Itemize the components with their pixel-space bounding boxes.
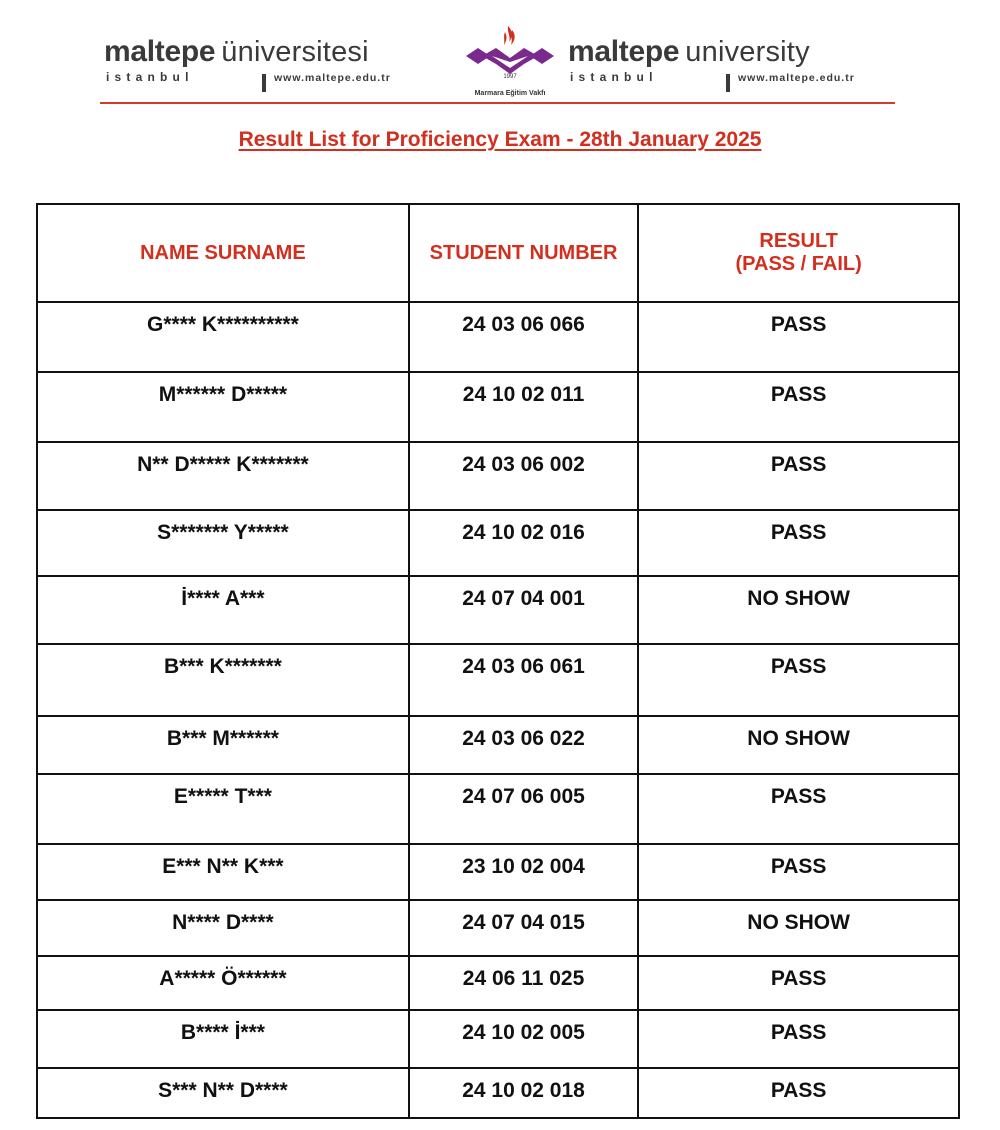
cell-name [37,1010,409,1068]
cell-student-number-text: 24 07 04 001 [462,587,585,610]
table-row [37,372,959,442]
brand-suffix: üniversitesi [221,36,369,68]
table-row [37,716,959,774]
cell-name-text: N** D***** K******* [137,453,309,476]
table-row [37,1010,959,1068]
brand-url: www.maltepe.edu.tr [274,72,391,84]
cell-student-number [409,1068,638,1118]
cell-name-text: S*** N** D**** [158,1079,288,1102]
table-row [37,302,959,372]
cell-name [37,644,409,716]
cell-result [638,900,959,956]
cell-name-text: B**** İ*** [180,1021,265,1044]
table-body [37,302,959,1118]
cell-name [37,372,409,442]
cell-result-text: PASS [770,655,827,678]
cell-result [638,576,959,644]
table-row [37,644,959,716]
cell-student-number-text: 23 10 02 004 [462,855,585,878]
cell-student-number [409,956,638,1010]
cell-student-number-text: 24 03 06 066 [462,313,585,336]
cell-student-number [409,576,638,644]
cell-result [638,644,959,716]
brand-url: www.maltepe.edu.tr [738,72,855,84]
cell-result [638,302,959,372]
university-logo [462,22,558,102]
cell-name [37,576,409,644]
header-result-line1: RESULT [759,230,838,252]
cell-result [638,442,959,510]
cell-student-number [409,510,638,576]
cell-name [37,510,409,576]
cell-name-text: M****** D***** [158,383,288,406]
cell-result [638,774,959,844]
cell-result-text: PASS [770,1021,827,1044]
cell-result-text: PASS [770,785,827,808]
brand-turkish [104,32,454,96]
cell-name [37,774,409,844]
cell-result-text: NO SHOW [747,727,850,750]
cell-name [37,956,409,1010]
cell-student-number-text: 24 03 06 061 [462,655,585,678]
table-row [37,576,959,644]
cell-student-number-text: 24 10 02 011 [462,383,585,406]
cell-result [638,844,959,900]
cell-name-text: İ**** A*** [181,587,265,610]
cell-result-text: NO SHOW [747,587,850,610]
cell-result-text: NO SHOW [747,911,850,934]
cell-name [37,1068,409,1118]
cell-student-number-text: 24 10 02 016 [462,521,585,544]
table-row [37,774,959,844]
table-row [37,510,959,576]
cell-student-number [409,644,638,716]
page-title: Result List for Proficiency Exam - 28th January 2025 [238,128,762,151]
cell-result [638,1010,959,1068]
header-rule [100,102,895,104]
cell-result [638,372,959,442]
cell-result [638,716,959,774]
logo-caption: Marmara Eğitim Vakfı [474,90,546,97]
brand-divider [726,74,730,92]
cell-student-number [409,442,638,510]
cell-name [37,442,409,510]
cell-name-text: N**** D**** [172,911,274,934]
cell-result-text: PASS [770,453,827,476]
header-name: NAME SURNAME [37,204,409,302]
cell-result [638,1068,959,1118]
cell-student-number [409,774,638,844]
brand-name: maltepe [568,35,680,68]
cell-result-text: PASS [770,1079,827,1102]
cell-student-number-text: 24 10 02 005 [462,1021,585,1044]
table-row [37,1068,959,1118]
cell-student-number [409,1010,638,1068]
cell-student-number-text: 24 03 06 022 [462,727,585,750]
cell-name-text: B*** M****** [166,727,279,750]
brand-name: maltepe [104,35,216,68]
header-student-number: STUDENT NUMBER [409,204,638,302]
cell-name-text: E***** T*** [173,785,272,808]
cell-result [638,510,959,576]
brand-city: istanbul [106,70,194,84]
cell-student-number-text: 24 07 04 015 [462,911,585,934]
cell-result-text: PASS [770,967,827,990]
brand-suffix: university [685,36,810,68]
cell-name [37,716,409,774]
table-row [37,844,959,900]
cell-student-number-text: 24 07 06 005 [462,785,585,808]
cell-name-text: A***** Ö****** [159,967,287,990]
cell-name [37,844,409,900]
table-header-row [37,204,959,302]
cell-result-text: PASS [770,521,827,544]
cell-student-number [409,372,638,442]
cell-name-text: S******* Y***** [157,521,289,544]
logo-emblem-icon [462,22,558,92]
table-row [37,900,959,956]
brand-divider [262,74,266,92]
cell-student-number [409,302,638,372]
brand-english [568,32,898,96]
cell-name-text: B*** K******* [163,655,282,678]
cell-name [37,302,409,372]
table-row [37,442,959,510]
table-row [37,956,959,1010]
cell-student-number-text: 24 06 11 025 [462,967,585,990]
cell-student-number [409,716,638,774]
cell-name [37,900,409,956]
cell-result-text: PASS [770,383,827,406]
logo-year: 1997 [503,74,517,80]
cell-student-number-text: 24 10 02 018 [462,1079,585,1102]
cell-student-number [409,900,638,956]
cell-result-text: PASS [770,313,827,336]
cell-name-text: E*** N** K*** [162,855,284,878]
results-table [36,203,960,1119]
header-result [638,204,959,302]
cell-student-number [409,844,638,900]
header-result-line2: (PASS / FAIL) [735,253,862,275]
cell-name-text: G**** K********** [147,313,299,336]
cell-result-text: PASS [770,855,827,878]
letterhead [100,22,895,104]
brand-city: istanbul [570,70,658,84]
cell-student-number-text: 24 03 06 002 [462,453,585,476]
cell-result [638,956,959,1010]
